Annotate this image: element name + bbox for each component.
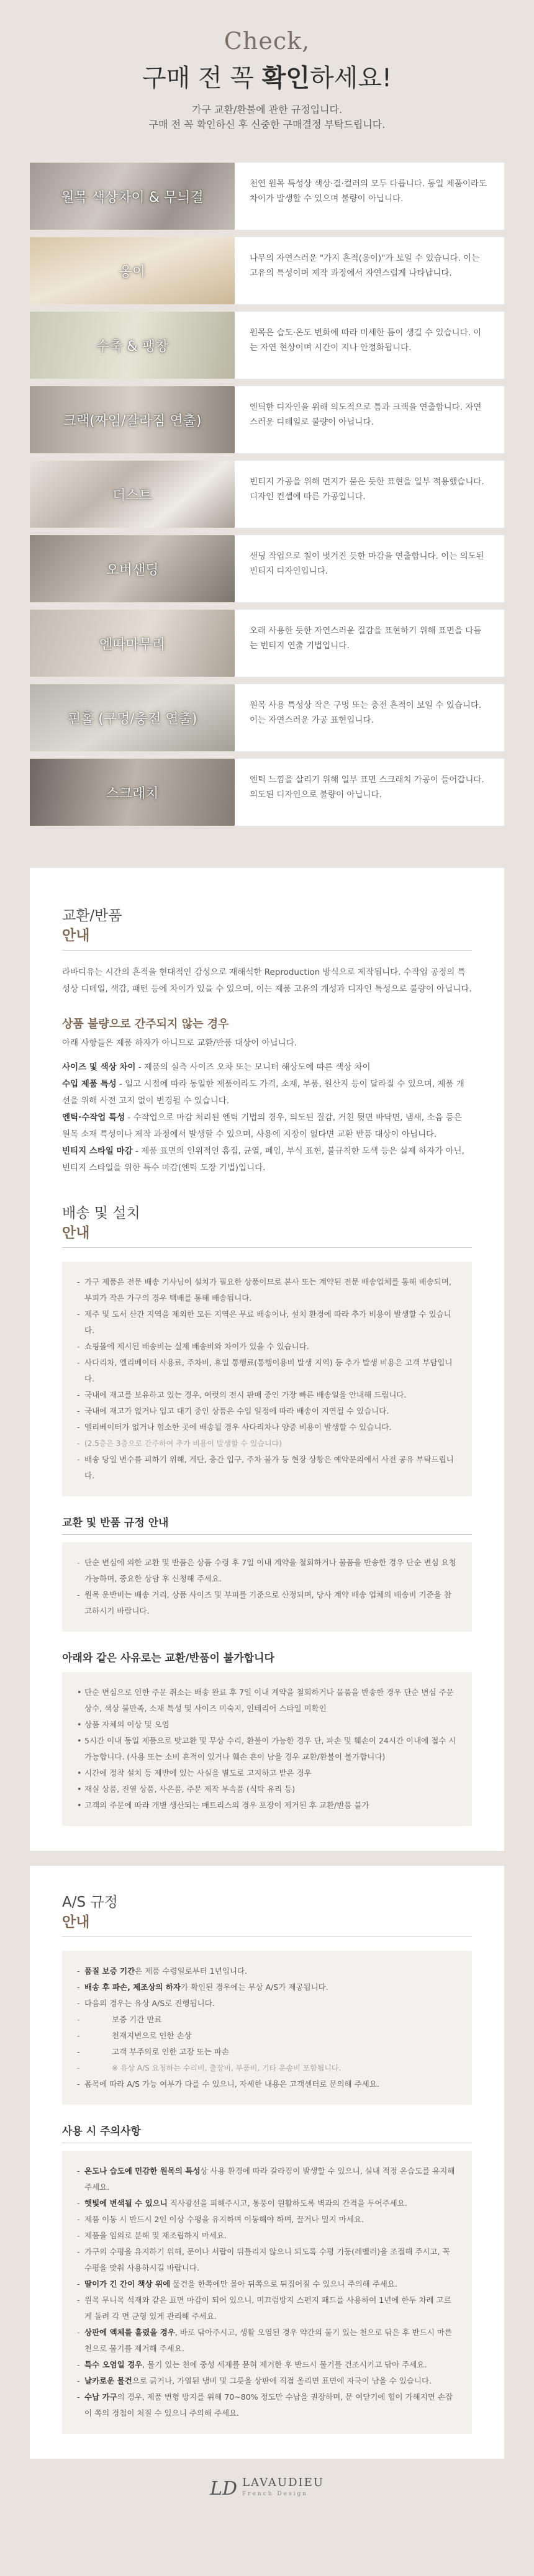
use-label: 날카로운 물건 (84, 2376, 132, 2385)
as-card (30, 1866, 504, 2459)
item-text: 샌딩 작업으로 칠이 벗겨진 듯한 마감을 연출합니다. 이는 의도된 빈티지 디자인입니다. (250, 551, 484, 576)
item-text: 원목은 습도·온도 변화에 따라 미세한 틈이 생길 수 있습니다. 이는 자연 현상이며 시간이 지나 안정화됩니다. (250, 328, 482, 353)
item-row (30, 237, 504, 304)
item-text: 원목 사용 특성상 작은 구멍 또는 충전 흔적이 보일 수 있습니다. 이는 자연스러운 가공 표현입니다. (250, 700, 482, 725)
delivery-line: - 제주 및 도서 산간 지역을 제외한 모든 지역은 무료 배송이나, 설치 환경에 따라 추가 비용이 발생할 수 있습니다. (77, 1306, 457, 1339)
as-line (77, 1963, 457, 1979)
use-text: 의 경우, 제품 변형 방지를 위해 70~80% 정도만 수납을 권장하며, 문 여닫기에 힘이 가해지면 손잡이 쪽의 경첩이 처질 수 있으니 주의해 주세요. (84, 2392, 453, 2418)
item-photo (30, 535, 235, 602)
rules-line: - 단순 변심에 의한 교환 및 반품은 상품 수령 후 7일 이내 계약을 철회하거나 물품을 반송한 경우 단순 변심 요청 가능하며, 중요한 상담 후 신청해 주세요. (77, 1555, 457, 1587)
title-post: 하세요! (310, 64, 392, 93)
header (0, 0, 534, 163)
rule-text: - 일고 시점에 따라 동일한 제품이라도 가격, 소재, 부품, 원산지 등이 달라질 수 있으며, 제품 개선을 위해 사전 고지 없이 변경될 수 있습니다. (62, 1079, 464, 1106)
item-photo (30, 163, 235, 230)
item-label: 더스트 (112, 487, 152, 504)
item-photo (30, 684, 235, 751)
use-text: , 바로 닦아주시고, 생활 오염된 경우 약간의 물기 있는 천으로 닦은 후 반드시 마른 천으로 물기를 제거해 주세요. (84, 2328, 452, 2353)
brand-logo (210, 2477, 324, 2500)
as-subline: - 고객 부주의로 인한 고장 또는 파손 (77, 2044, 457, 2060)
as-subline: - 천재지변으로 인한 손상 (77, 2028, 457, 2044)
as-title: A/S 규정 (62, 1894, 118, 1910)
use-line (77, 2276, 457, 2292)
case-line: • 상품 자체의 이상 및 오염 (77, 1717, 457, 1733)
use-text: 으로 긁거나, 가열된 냄비 및 그릇을 상판에 직접 올리면 표면에 자국이 남을 수 있습니다. (132, 2376, 432, 2385)
as-line: - 다음의 경우는 유상 A/S로 진행됩니다. (77, 1995, 457, 2012)
as-line (77, 1979, 457, 1995)
delivery-line: - 가구 제품은 전문 배송 기사님이 설치가 필요한 상품이므로 본사 또는 계약된 전문 배송업체를 통해 배송되며, 부피가 작은 가구의 경우 택배를 통해 배송됩니다. (77, 1274, 457, 1306)
use-label: 온도나 습도에 민감한 원목의 특성 (84, 2166, 201, 2176)
use-label: 특수 오염일 경우 (84, 2360, 143, 2369)
as-text: 가 확인된 경우에는 무상 A/S가 제공됩니다. (180, 1982, 328, 1992)
header-sub-1: 가구 교환/환불에 관한 규정입니다. (191, 104, 343, 115)
use-line (77, 2163, 457, 2195)
brand-name: LAVAUDIEU (242, 2476, 324, 2489)
use-line: - 제품을 임의로 분해 및 재조립하지 마세요. (77, 2228, 457, 2244)
item-text: 빈티지 가공을 위해 먼지가 묻은 듯한 표현을 일부 적용했습니다. 디자인 컨셉에 따른 가공입니다. (250, 477, 484, 502)
item-row (30, 386, 504, 453)
delivery-line: - 엘리베이터가 없거나 협소한 곳에 배송될 경우 사다리차나 양중 비용이 발생할 수 있습니다. (77, 1419, 457, 1435)
delivery-line: - 쇼핑몰에 제시된 배송비는 실제 배송비와 차이가 있을 수 있습니다. (77, 1339, 457, 1355)
use-line (77, 2389, 457, 2421)
delivery-section (62, 1204, 472, 1826)
delivery-line: - 사다리차, 엘리베이터 사용료, 주차비, 휴일 통행료(통행이용비 발생 지역) 등 추가 발생 비용은 고객 부담입니다. (77, 1355, 457, 1387)
use-line: - 제품 이동 시 반드시 2인 이상 수평을 유지하며 이동해야 하며, 끌거나 밀지 마세요. (77, 2212, 457, 2228)
as-label: 품질 보증 기간 (84, 1966, 135, 1976)
delivery-line: - 배송 당일 변수를 피하기 위해, 계단, 층간 입구, 주차 불가 등 현장 상황은 예약문의에서 사전 공유 부탁드립니다. (77, 1452, 457, 1484)
header-ko-title (0, 58, 534, 94)
item-photo (30, 237, 235, 304)
as-box (62, 1951, 472, 2105)
case-line: • 재실 상품, 진열 상품, 사은품, 주문 제작 부속품 (식탁 유리 등) (77, 1781, 457, 1797)
use-text: , 물기 있는 천에 중성 세제를 묻혀 제거한 후 반드시 물기를 건조시키고 닦아 주세요. (142, 2360, 427, 2369)
use-label: 상판에 액체를 흘렸을 경우 (84, 2328, 175, 2337)
item-row (30, 684, 504, 751)
rule-label: 수입 제품 특성 (62, 1079, 117, 1089)
as-text: 은 제품 수령일로부터 1년입니다. (135, 1966, 247, 1976)
rule-text: - 제품의 실측 사이즈 오차 또는 모니터 해상도에 따른 색상 차이 (135, 1062, 371, 1072)
use-line: - 가구의 수평을 유지하기 위해, 문이나 서랍이 뒤틀리지 않으니 되도록 수평 기둥(레벨러)을 조절해 주시고, 꼭 수평을 맞춰 사용하시길 바랍니다. (77, 2244, 457, 2276)
rule-text: - 제품 표면의 인위적인 흠집, 균열, 페임, 부식 표현, 불규칙한 도색 등은 실제 하자가 아닌, 빈티지 스타일을 위한 특수 마감(엔틱 도장 기법)입니다. (62, 1146, 464, 1173)
rules-line: - 원목 운반비는 배송 거리, 상품 사이즈 및 부피를 기준으로 산정되며, 당사 계약 배송 업체의 배송비 기준을 참고하시기 바랍니다. (77, 1587, 457, 1619)
item-photo (30, 461, 235, 528)
rule-label: 엔틱·수작업 특성 (62, 1113, 125, 1123)
divider (62, 1247, 472, 1248)
item-photo (30, 610, 235, 677)
delivery-subtitle: 안내 (62, 1225, 90, 1241)
use-line (77, 2195, 457, 2212)
characteristic-list (0, 163, 534, 826)
use-box (62, 2151, 472, 2434)
as-note: - ※ 유상 A/S 요청하는 수리비, 출장비, 부품비, 기타 운송비 포함됩니다. (77, 2060, 457, 2076)
header-sub-2: 구매 전 꼭 확인하신 후 신중한 구매결정 부탁드립니다. (148, 119, 386, 130)
header-en-title: Check, (224, 27, 310, 55)
divider (62, 950, 472, 951)
case-line: • 고객의 주문에 따라 개별 생산되는 매트리스의 경우 포장이 제거된 후 교환/반품 불가 (77, 1797, 457, 1814)
rule-text: - 수작업으로 마감 처리된 엔틱 기법의 경우, 의도된 질감, 거친 뒷면 바닥면, 냄새, 소음 등은 원목 소재 특성이나 제작 과정에서 발생할 수 있으며, 사용에 지장이 없다면 교환 반품 대상이 아닙니다. (62, 1113, 462, 1139)
use-label: 햇빛에 변색될 수 있으니 (84, 2199, 168, 2208)
item-label: 오버샌딩 (106, 562, 159, 578)
rule-item (62, 1076, 472, 1109)
not-allowed-box (62, 1672, 472, 1826)
logo-mark-icon: LD (210, 2477, 238, 2500)
item-row (30, 312, 504, 379)
case-line: • 시간에 정착 설치 등 제반에 있는 사실을 별도로 고지하고 받은 경우 (77, 1765, 457, 1781)
item-label: 스크래치 (106, 785, 159, 802)
use-text: 상 사용 환경에 따라 갈라짐이 발생할 수 있으니, 실내 적정 온습도를 유지해 주세요. (84, 2166, 455, 2192)
item-label: 엔따마무리 (99, 636, 166, 653)
item-label: 옹이 (119, 264, 146, 280)
item-label: 원목 색상차이 & 무늬결 (61, 189, 204, 206)
item-text: 엔틱 느낌을 살리기 위해 일부 표면 스크래치 가공이 들어갑니다. 의도된 디자인으로 불량이 아닙니다. (250, 775, 484, 800)
case-line: • 5시간 이내 동일 제품으로 맞교환 및 무상 수리, 환불이 가능한 경우 단, 파손 및 훼손이 24시간 이내에 접수 시 가능합니다. (사용 또는 소비 흔적이 있거나 훼손 흔이 남을 경우 교환/환불이 불가합니다) (77, 1733, 457, 1765)
exchange-intro: 라바디유는 시간의 흔적을 현대적인 감성으로 재해석한 Reproduction 방식으로 제작됩니다. 수작업 공정의 특성상 디테일, 색감, 패턴 등에 차이가 있을 수 있으며, 이는 제품 고유의 개성과 디자인 특성으로 불량이 아닙니다. (62, 967, 472, 994)
as-label: 배송 후 파손, 제조상의 하자 (84, 1982, 181, 1992)
use-heading: 사용 시 주의사항 (62, 2122, 472, 2143)
footer (0, 2459, 534, 2500)
policy-card (30, 868, 504, 1851)
item-row (30, 461, 504, 528)
logo-text (242, 2477, 324, 2500)
as-subtitle: 안내 (62, 1914, 90, 1930)
case-line: • 단순 변심으로 인한 주문 취소는 배송 완료 후 7일 이내 계약을 철회하거나 물품을 반송한 경우 단순 변심 주문 상수, 색상 불만족, 소재 특성 및 사이즈 미숙지, 인테리어 스타일 미확인 (77, 1684, 457, 1717)
exchange-rules-box (62, 1542, 472, 1632)
as-line: - 폼목에 따라 A/S 가능 여부가 다를 수 있으니, 자세한 내용은 고객센터로 문의해 주세요. (77, 2076, 457, 2092)
item-row (30, 163, 504, 230)
item-row (30, 610, 504, 677)
item-photo (30, 386, 235, 453)
not-defect-intro: 아래 사항들은 제품 하자가 아니므로 교환/반품 대상이 아닙니다. (62, 1038, 297, 1048)
use-label: 수납 가구 (84, 2392, 117, 2402)
title-pre: 구매 전 꼭 (142, 64, 262, 93)
item-row (30, 535, 504, 602)
use-line (77, 2373, 457, 2389)
delivery-line: - 국내에 재고가 없거나 입고 대기 중인 상품은 수입 일정에 따라 배송이 지연될 수 있습니다. (77, 1403, 457, 1419)
exchange-subtitle: 안내 (62, 928, 90, 944)
header-sub (0, 102, 534, 132)
use-text: 물건을 한쪽에만 몰아 뒤쪽으로 뒤집어질 수 있으니 주의해 주세요. (170, 2279, 397, 2289)
item-text: 나무의 자연스러운 "가지 흔적(옹이)"가 보일 수 있습니다. 이는 고유의 특성이며 제작 과정에서 자연스럽게 나타납니다. (250, 253, 480, 278)
rule-item (62, 1109, 472, 1143)
rule-item (62, 1059, 472, 1076)
use-label: 딸이가 긴 간이 책상 위에 (84, 2279, 171, 2289)
rule-label: 사이즈 및 색상 차이 (62, 1062, 136, 1072)
title-bold: 확인 (261, 64, 310, 93)
rule-item (62, 1143, 472, 1177)
item-label: 수축 & 팽창 (96, 338, 169, 355)
item-label: 크랙(짜임/갈라짐 연출) (63, 413, 202, 429)
delivery-box (62, 1262, 472, 1496)
item-text: 엔틱한 디자인을 위해 의도적으로 틈과 크랙을 연출합니다. 자연스러운 디테일로 불량이 아닙니다. (250, 402, 482, 427)
use-line (77, 2325, 457, 2357)
exchange-rules-heading: 교환 및 반품 규정 안내 (62, 1514, 472, 1535)
rule-label: 빈티지 스타일 마감 (62, 1146, 133, 1156)
as-subline: - 보증 기간 만료 (77, 2012, 457, 2028)
item-photo (30, 312, 235, 379)
use-text: 직사광선을 피해주시고, 통풍이 원활하도록 벽과의 간격을 두어주세요. (167, 2199, 407, 2208)
delivery-line: - 국내에 재고를 보유하고 있는 경우, 여럿의 전시 판매 중인 가장 빠른 배송일을 안내해 드립니다. (77, 1387, 457, 1403)
use-line (77, 2357, 457, 2373)
use-line: - 원목 무니목 석재와 같은 표면 마감이 되어 있으니, 미끄럼방지 스펀지 패드를 사용하여 1년에 한두 차례 고르게 돌려 각 면 균형 있게 관리해 주세요. (77, 2292, 457, 2325)
item-text: 천연 원목 특성상 색상·결·컬러의 모두 다릅니다. 동일 제품이라도 차이가 발생할 수 있으며 불량이 아닙니다. (250, 179, 487, 204)
delivery-title: 배송 및 설치 (62, 1205, 140, 1221)
brand-tagline: French Design (242, 2491, 309, 2497)
exchange-title: 교환/반품 (62, 908, 122, 924)
item-label: 핀홀 (구멍/충전 연출) (67, 711, 197, 727)
item-text: 오래 사용한 듯한 자연스러운 질감을 표현하기 위해 표면을 다듬는 빈티지 연출 기법입니다. (250, 626, 482, 651)
item-row (30, 759, 504, 826)
not-allowed-heading: 아래와 같은 사유로는 교환/반품이 불가합니다 (62, 1652, 274, 1665)
exchange-section (62, 906, 472, 1177)
item-photo (30, 759, 235, 826)
delivery-note: - (2.5층은 3층으로 간주하여 추가 비용이 발생할 수 있습니다) (77, 1435, 457, 1452)
not-defect-heading: 상품 불량으로 간주되지 않는 경우 (62, 1018, 229, 1031)
